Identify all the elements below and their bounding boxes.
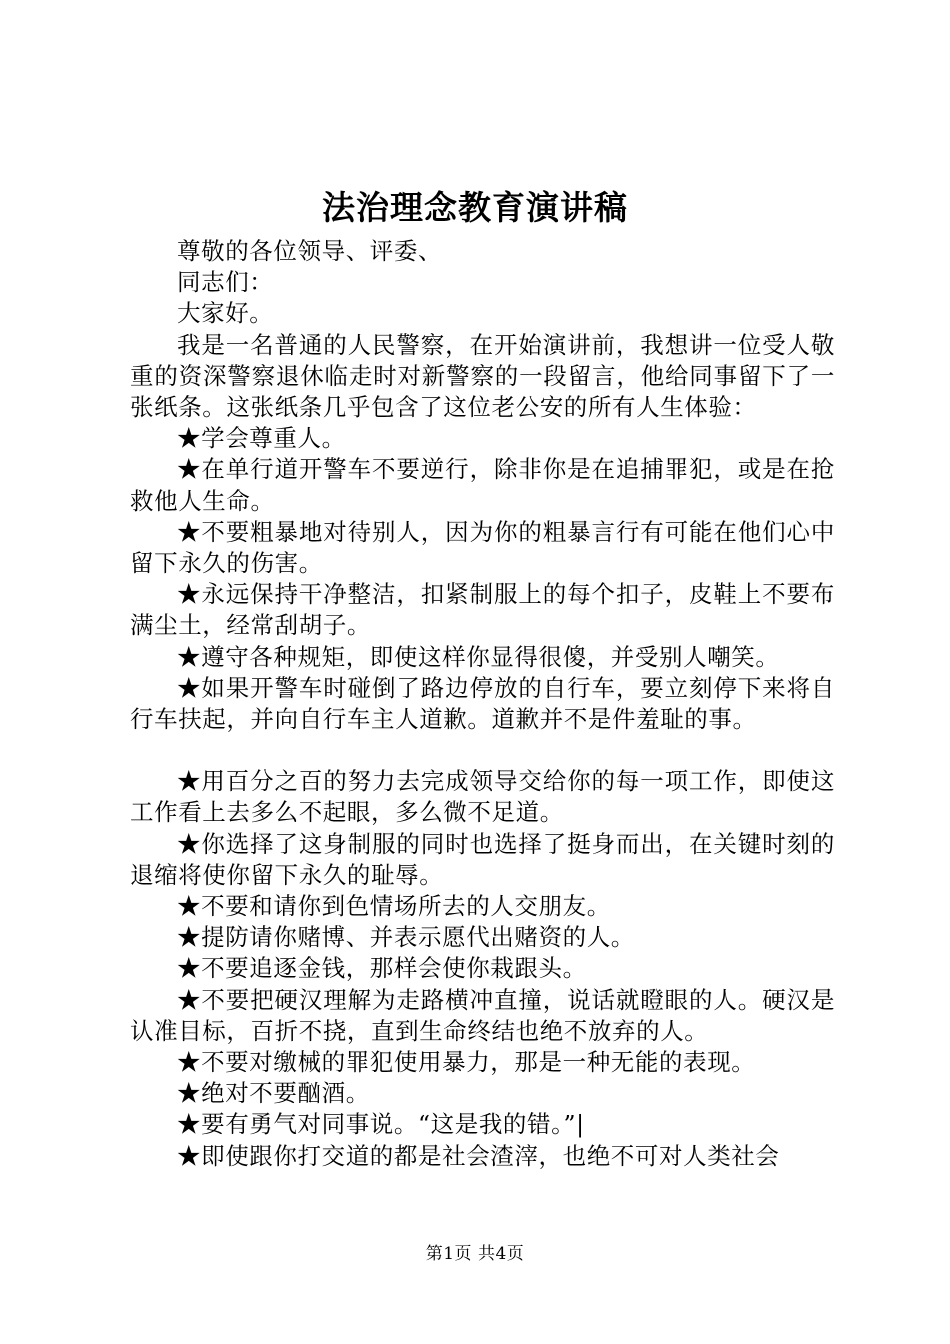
paragraph-item: ★如果开警车时碰倒了路边停放的自行车，要立刻停下来将自行车扶起，并向自行车主人道歉。道歉并不是件羞耻的事。 <box>130 673 835 734</box>
paragraph-salutation-1: 尊敬的各位领导、评委、 <box>177 237 443 265</box>
paragraph-item: ★不要追逐金钱，那样会使你栽跟头。 <box>177 954 587 983</box>
paragraph-item: ★不要粗暴地对待别人，因为你的粗暴言行有可能在他们心中留下永久的伤害。 <box>130 517 835 578</box>
paragraph-intro: 我是一名普通的人民警察，在开始演讲前，我想讲一位受人敬重的资深警察退休临走时对新警察的一段留言，他给同事留下了一张纸条。这张纸条几乎包含了这位老公安的所有人生体验： <box>130 330 835 422</box>
document-body <box>130 236 835 1172</box>
document-title: 法治理念教育演讲稿 <box>322 188 628 227</box>
paragraph-item: ★你选择了这身制服的同时也选择了挺身而出，在关键时刻的退缩将使你留下永久的耻辱。 <box>130 829 835 889</box>
paragraph-salutation-2: 同志们： <box>177 268 274 297</box>
paragraph-item: ★学会尊重人。 <box>177 424 346 453</box>
paragraph-item: ★即使跟你打交道的都是社会渣滓，也绝不可对人类社会 <box>177 1141 780 1170</box>
paragraph-item: ★提防请你赌博、并表示愿代出赌资的人。 <box>177 923 635 952</box>
paragraph-item: ★不要把硬汉理解为走路横冲直撞，说话就瞪眼的人。硬汉是认准目标，百折不挠，直到生命终结也绝不放弃的人。 <box>130 985 835 1045</box>
paragraph-item: ★用百分之百的努力去完成领导交给你的每一项工作，即使这工作看上去多么不起眼，多么微不足道。 <box>130 767 835 827</box>
paragraph-item: ★永远保持干净整洁，扣紧制服上的每个扣子，皮鞋上不要布满尘土，经常刮胡子。 <box>130 580 835 640</box>
paragraph-item: ★在单行道开警车不要逆行，除非你是在追捕罪犯，或是在抢救他人生命。 <box>130 455 835 515</box>
paragraph-item: ★遵守各种规矩，即使这样你显得很傻，并受别人嘲笑。 <box>177 642 780 671</box>
paragraph-item: ★不要和请你到色情场所去的人交朋友。 <box>177 892 611 921</box>
paragraph-greeting: 大家好。 <box>177 299 274 328</box>
page-number-footer: 第1页 共4页 <box>425 1244 525 1264</box>
paragraph-item: ★不要对缴械的罪犯使用暴力，那是一种无能的表现。 <box>177 1048 756 1077</box>
paragraph-item: ★要有勇气对同事说。“这是我的错。”| <box>177 1110 585 1139</box>
paragraph-item: ★绝对不要酗酒。 <box>177 1079 370 1108</box>
